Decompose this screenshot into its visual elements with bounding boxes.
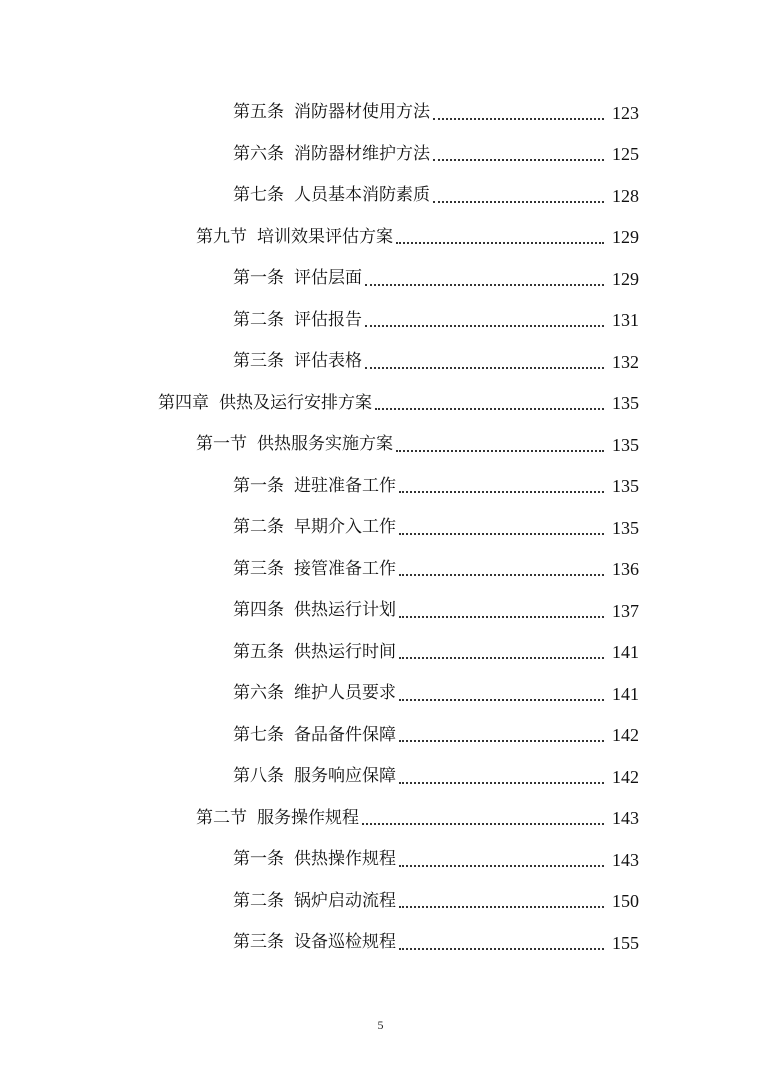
toc-entry[interactable] <box>0 673 761 715</box>
dot-leader <box>396 450 604 452</box>
entry-page-number: 143 <box>612 849 639 870</box>
entry-number: 第五条 <box>233 641 284 662</box>
dot-leader <box>399 906 604 908</box>
entry-title: 评估表格 <box>294 351 362 372</box>
entry-page-number: 141 <box>612 642 639 663</box>
entry-number: 第三条 <box>233 932 284 953</box>
entry-title: 评估层面 <box>294 268 362 289</box>
entry-title: 接管准备工作 <box>294 558 396 579</box>
entry-number: 第六条 <box>233 143 284 164</box>
entry-page-number: 125 <box>612 144 639 165</box>
entry-number: 第一条 <box>233 475 284 496</box>
dot-leader <box>399 533 604 535</box>
entry-page-number: 131 <box>612 310 639 331</box>
toc-entry[interactable] <box>0 300 761 342</box>
entry-number: 第四条 <box>233 600 284 621</box>
entry-title: 人员基本消防素质 <box>294 185 430 206</box>
toc-entry[interactable] <box>0 590 761 632</box>
entry-title: 消防器材使用方法 <box>294 102 430 123</box>
dot-leader <box>375 408 604 410</box>
entry-number: 第四章 <box>158 392 209 413</box>
entry-number: 第三条 <box>233 351 284 372</box>
entry-number: 第五条 <box>233 102 284 123</box>
toc-entry[interactable] <box>0 632 761 674</box>
entry-title: 培训效果评估方案 <box>257 226 393 247</box>
toc-entry[interactable] <box>0 549 761 591</box>
entry-title: 供热运行计划 <box>294 600 396 621</box>
entry-number: 第一条 <box>233 268 284 289</box>
entry-title: 消防器材维护方法 <box>294 143 430 164</box>
toc-entry[interactable] <box>0 922 761 964</box>
toc-entry[interactable] <box>0 92 761 134</box>
toc-entry[interactable] <box>0 258 761 300</box>
toc-entry[interactable] <box>0 881 761 923</box>
entry-number: 第八条 <box>233 766 284 787</box>
toc-entry[interactable] <box>0 341 761 383</box>
dot-leader <box>399 616 604 618</box>
entry-page-number: 123 <box>612 102 639 123</box>
entry-page-number: 137 <box>612 600 639 621</box>
entry-page-number: 128 <box>612 185 639 206</box>
dot-leader <box>362 823 604 825</box>
entry-number: 第一条 <box>233 849 284 870</box>
entry-title: 早期介入工作 <box>294 517 396 538</box>
toc-entry[interactable] <box>0 839 761 881</box>
dot-leader <box>433 159 604 161</box>
entry-page-number: 142 <box>612 766 639 787</box>
entry-number: 第一节 <box>196 434 247 455</box>
dot-leader <box>396 242 604 244</box>
entry-title: 供热运行时间 <box>294 641 396 662</box>
toc-entry[interactable] <box>0 217 761 259</box>
entry-number: 第二节 <box>196 807 247 828</box>
entry-page-number: 132 <box>612 351 639 372</box>
entry-title: 供热服务实施方案 <box>257 434 393 455</box>
entry-number: 第六条 <box>233 683 284 704</box>
dot-leader <box>399 574 604 576</box>
entry-number: 第九节 <box>196 226 247 247</box>
entry-number: 第二条 <box>233 890 284 911</box>
dot-leader <box>365 367 604 369</box>
entry-title: 锅炉启动流程 <box>294 890 396 911</box>
page-footer-number: 5 <box>377 1018 384 1032</box>
entry-page-number: 129 <box>612 227 639 248</box>
dot-leader <box>433 201 604 203</box>
entry-page-number: 135 <box>612 434 639 455</box>
dot-leader <box>399 740 604 742</box>
toc-entry[interactable] <box>0 756 761 798</box>
entry-title: 服务响应保障 <box>294 766 396 787</box>
entry-page-number: 135 <box>612 517 639 538</box>
toc-entry[interactable] <box>0 466 761 508</box>
entry-title: 服务操作规程 <box>257 807 359 828</box>
dot-leader <box>365 284 604 286</box>
toc-entry[interactable] <box>0 383 761 425</box>
dot-leader <box>433 118 604 120</box>
toc-entry[interactable] <box>0 507 761 549</box>
dot-leader <box>399 699 604 701</box>
entry-number: 第二条 <box>233 517 284 538</box>
entry-number: 第二条 <box>233 309 284 330</box>
entry-title: 设备巡检规程 <box>294 932 396 953</box>
toc-entry[interactable] <box>0 134 761 176</box>
entry-title: 供热操作规程 <box>294 849 396 870</box>
toc-entry[interactable] <box>0 798 761 840</box>
entry-title: 供热及运行安排方案 <box>219 392 372 413</box>
toc-entry[interactable] <box>0 715 761 757</box>
dot-leader <box>399 865 604 867</box>
dot-leader <box>365 325 604 327</box>
entry-number: 第七条 <box>233 724 284 745</box>
dot-leader <box>399 782 604 784</box>
entry-page-number: 135 <box>612 476 639 497</box>
entry-title: 评估报告 <box>294 309 362 330</box>
entry-title: 备品备件保障 <box>294 724 396 745</box>
entry-number: 第三条 <box>233 558 284 579</box>
entry-title: 进驻准备工作 <box>294 475 396 496</box>
entry-page-number: 136 <box>612 559 639 580</box>
entry-page-number: 143 <box>612 808 639 829</box>
table-of-contents <box>0 92 761 964</box>
entry-page-number: 135 <box>612 393 639 414</box>
entry-page-number: 150 <box>612 891 639 912</box>
dot-leader <box>399 657 604 659</box>
toc-entry[interactable] <box>0 424 761 466</box>
toc-entry[interactable] <box>0 175 761 217</box>
entry-number: 第七条 <box>233 185 284 206</box>
entry-page-number: 141 <box>612 683 639 704</box>
dot-leader <box>399 948 604 950</box>
entry-page-number: 129 <box>612 268 639 289</box>
entry-page-number: 155 <box>612 932 639 953</box>
entry-page-number: 142 <box>612 725 639 746</box>
dot-leader <box>399 491 604 493</box>
entry-title: 维护人员要求 <box>294 683 396 704</box>
